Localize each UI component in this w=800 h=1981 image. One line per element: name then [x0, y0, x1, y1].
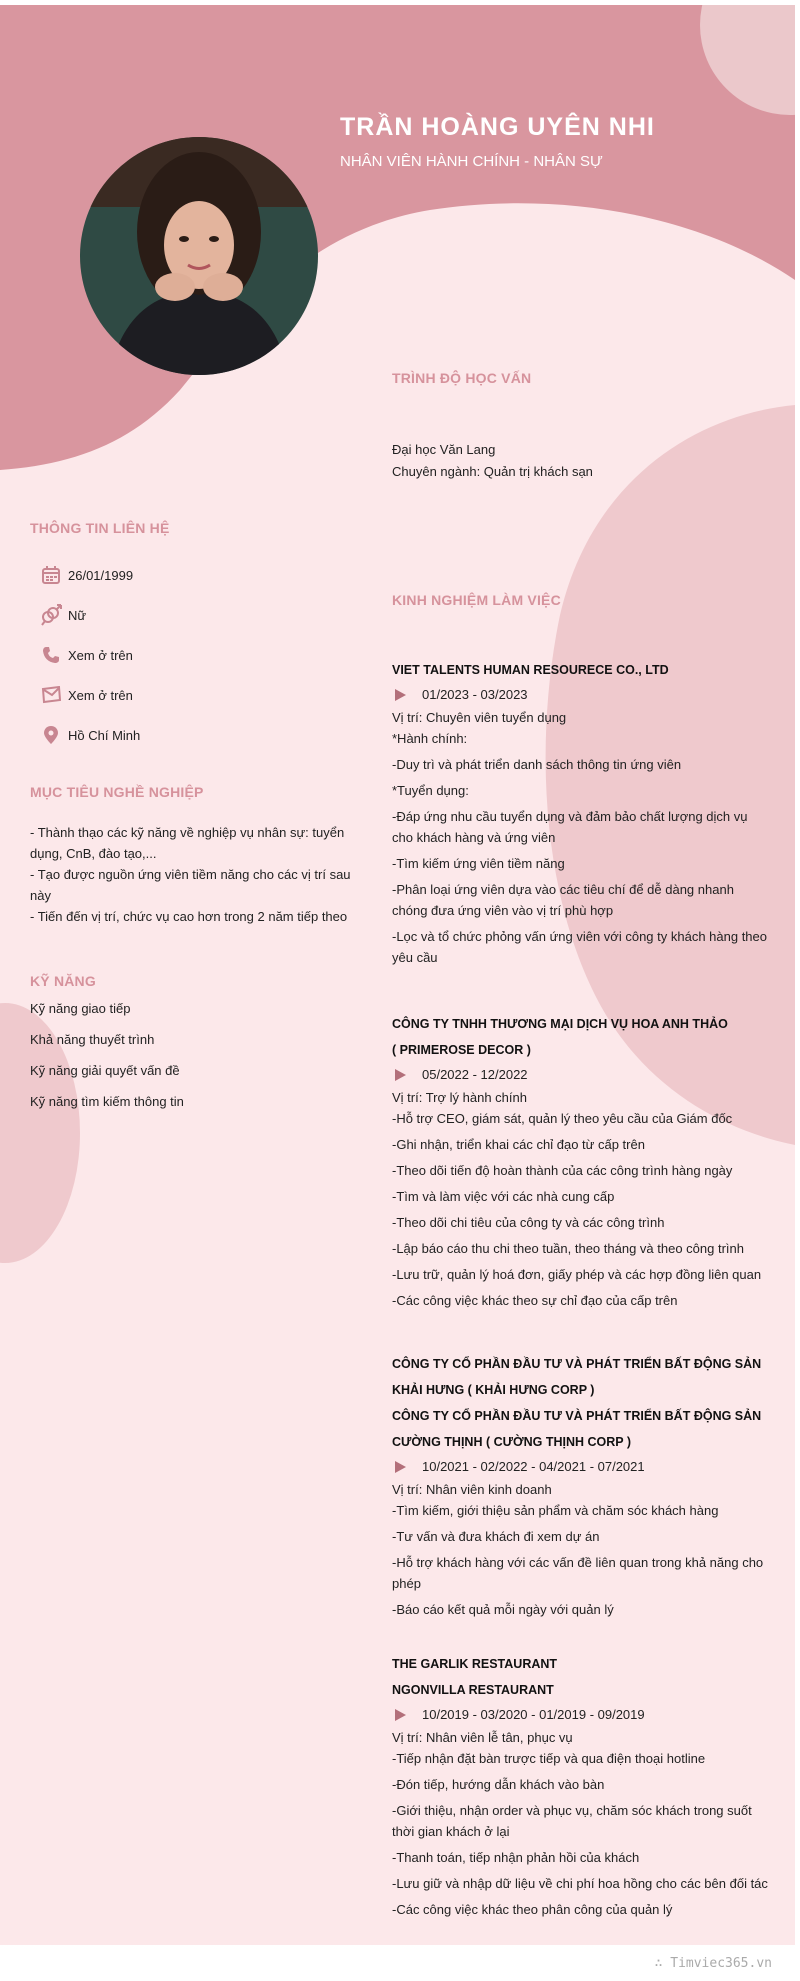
address-value: Hồ Chí Minh: [68, 727, 141, 743]
contact-phone: [40, 644, 133, 666]
job-dates: 10/2019 - 03/2020 - 01/2019 - 09/2019: [392, 1703, 772, 1727]
job-duty: -Tìm và làm việc với các nhà cung cấp: [392, 1189, 615, 1204]
objective-line: - Thành thạo các kỹ năng về nghiệp vụ nhân sự: tuyển dụng, CnB, đào tạo,...: [30, 825, 345, 861]
company-name: NGONVILLA RESTAURANT: [392, 1683, 554, 1697]
job-duty: -Tìm kiếm, giới thiệu sản phẩm và chăm sóc khách hàng: [392, 1503, 719, 1518]
experience-item: [392, 1351, 772, 1625]
company-name: CÔNG TY CỔ PHẦN ĐẦU TƯ VÀ PHÁT TRIỂN BẤT ĐỘNG SẢN KHẢI HƯNG ( KHẢI HƯNG CORP ): [392, 1357, 762, 1397]
email-icon: [40, 684, 62, 706]
company-name: CÔNG TY TNHH THƯƠNG MẠI DỊCH VỤ HOA ANH THẢO: [392, 1017, 728, 1031]
contact-birthdate: [40, 564, 133, 586]
contact-gender: [40, 604, 86, 626]
company-name: VIET TALENTS HUMAN RESOURECE CO., LTD: [392, 663, 669, 677]
job-duty: -Lưu giữ và nhập dữ liệu về chi phí hoa hồng cho các bên đối tác: [392, 1876, 768, 1891]
job-position: Vị trí: Trợ lý hành chính: [392, 1090, 527, 1105]
play-icon: [395, 689, 406, 701]
skill-item: Khả năng thuyết trình: [30, 1032, 155, 1047]
play-icon: [395, 1069, 406, 1081]
job-position: Vị trí: Nhân viên lễ tân, phục vụ: [392, 1730, 573, 1745]
experience-section-title: KINH NGHIỆM LÀM VIỆC: [392, 592, 561, 608]
candidate-name: TRẦN HOÀNG UYÊN NHI: [340, 113, 655, 141]
job-title: NHÂN VIÊN HÀNH CHÍNH - NHÂN SỰ: [340, 153, 603, 170]
job-duty: *Tuyển dụng:: [392, 783, 469, 798]
birthdate-value: 26/01/1999: [68, 567, 134, 583]
cv-page: [0, 5, 795, 1945]
objective-text: [30, 822, 355, 927]
watermark-text: ∴ Timviec365.vn: [654, 1956, 772, 1971]
phone-icon: [40, 644, 62, 666]
job-duty: -Tiếp nhận đặt bàn trược tiếp và qua điện thoại hotline: [392, 1751, 706, 1766]
company-name: CÔNG TY CỔ PHẦN ĐẦU TƯ VÀ PHÁT TRIỂN BẤT ĐỘNG SẢN CƯỜNG THỊNH ( CƯỜNG THỊNH CORP ): [392, 1409, 762, 1449]
company-name: THE GARLIK RESTAURANT: [392, 1657, 558, 1671]
profile-photo: [80, 137, 318, 375]
calendar-icon: [40, 564, 62, 586]
job-duty: -Hỗ trợ khách hàng với các vấn đề liên quan trong khả năng cho phép: [392, 1555, 764, 1591]
contact-address: [40, 724, 140, 746]
job-position: Vị trí: Nhân viên kinh doanh: [392, 1482, 552, 1497]
skills-section-title: KỸ NĂNG: [30, 973, 96, 989]
job-duty: -Theo dõi tiến độ hoàn thành của các công trình hàng ngày: [392, 1163, 733, 1178]
skill-item: Kỹ năng giải quyết vấn đề: [30, 1063, 180, 1078]
experience-item: [392, 657, 772, 973]
objective-line: - Tạo được nguồn ứng viên tiềm năng cho các vị trí sau này: [30, 867, 351, 903]
education-school: Đại học Văn Lang: [392, 442, 496, 457]
job-duty: -Thanh toán, tiếp nhận phản hồi của khách: [392, 1850, 640, 1865]
phone-value: Xem ở trên: [68, 647, 133, 663]
job-duty: -Tư vấn và đưa khách đi xem dự án: [392, 1529, 600, 1544]
education-section-title: TRÌNH ĐỘ HỌC VẤN: [392, 370, 532, 386]
skill-item: Kỹ năng giao tiếp: [30, 1001, 131, 1016]
experience-item: [392, 1011, 772, 1316]
job-duty: -Các công việc khác theo sự chỉ đạo của cấp trên: [392, 1293, 678, 1308]
email-value: Xem ở trên: [68, 687, 133, 703]
objective-line: - Tiến đến vị trí, chức vụ cao hơn trong 2 năm tiếp theo: [30, 909, 348, 924]
contact-email: [40, 684, 133, 706]
company-name: ( PRIMEROSE DECOR ): [392, 1043, 531, 1057]
job-dates: 10/2021 - 02/2022 - 04/2021 - 07/2021: [392, 1455, 772, 1479]
job-duty: -Phân loại ứng viên dựa vào các tiêu chí để dễ dàng nhanh chóng đưa ứng viên vào vị trí phù hợp: [392, 882, 734, 918]
job-duty: -Báo cáo kết quả mỗi ngày với quản lý: [392, 1602, 614, 1617]
job-duty: -Theo dõi chi tiêu của công ty và các công trình: [392, 1215, 665, 1230]
skill-item: Kỹ năng tìm kiếm thông tin: [30, 1094, 184, 1109]
gender-icon: [40, 604, 62, 626]
job-dates: 01/2023 - 03/2023: [392, 683, 772, 707]
job-duty: -Hỗ trợ CEO, giám sát, quản lý theo yêu cầu của Giám đốc: [392, 1111, 733, 1126]
job-duty: -Duy trì và phát triển danh sách thông tin ứng viên: [392, 757, 682, 772]
job-duty: -Tìm kiếm ứng viên tiềm năng: [392, 856, 565, 871]
job-duty: -Giới thiệu, nhận order và phục vụ, chăm sóc khách trong suốt thời gian khách ở lại: [392, 1803, 752, 1839]
job-duty: -Ghi nhận, triển khai các chỉ đạo từ cấp trên: [392, 1137, 645, 1152]
job-duty: *Hành chính:: [392, 731, 468, 746]
job-duty: -Các công việc khác theo phân công của quản lý: [392, 1902, 673, 1917]
job-duty: -Lọc và tổ chức phỏng vấn ứng viên với công ty khách hàng theo yêu cầu: [392, 929, 767, 965]
contact-section-title: THÔNG TIN LIÊN HỆ: [30, 520, 170, 536]
education-major: Chuyên ngành: Quản trị khách sạn: [392, 464, 593, 479]
gender-value: Nữ: [68, 607, 87, 623]
job-position: Vị trí: Chuyên viên tuyển dụng: [392, 710, 567, 725]
job-duty: -Lưu trữ, quản lý hoá đơn, giấy phép và các hợp đồng liên quan: [392, 1267, 762, 1282]
location-pin-icon: [40, 724, 62, 746]
job-duty: -Lập báo cáo thu chi theo tuần, theo tháng và theo công trình: [392, 1241, 744, 1256]
play-icon: [395, 1709, 406, 1721]
objective-section-title: MỤC TIÊU NGHỀ NGHIỆP: [30, 784, 204, 800]
job-duty: -Đón tiếp, hướng dẫn khách vào bàn: [392, 1777, 605, 1792]
play-icon: [395, 1461, 406, 1473]
experience-item: [392, 1651, 772, 1925]
job-dates: 05/2022 - 12/2022: [392, 1063, 772, 1087]
job-duty: -Đáp ứng nhu cầu tuyển dụng và đảm bảo chất lượng dịch vụ cho khách hàng và ứng viên: [392, 809, 748, 845]
